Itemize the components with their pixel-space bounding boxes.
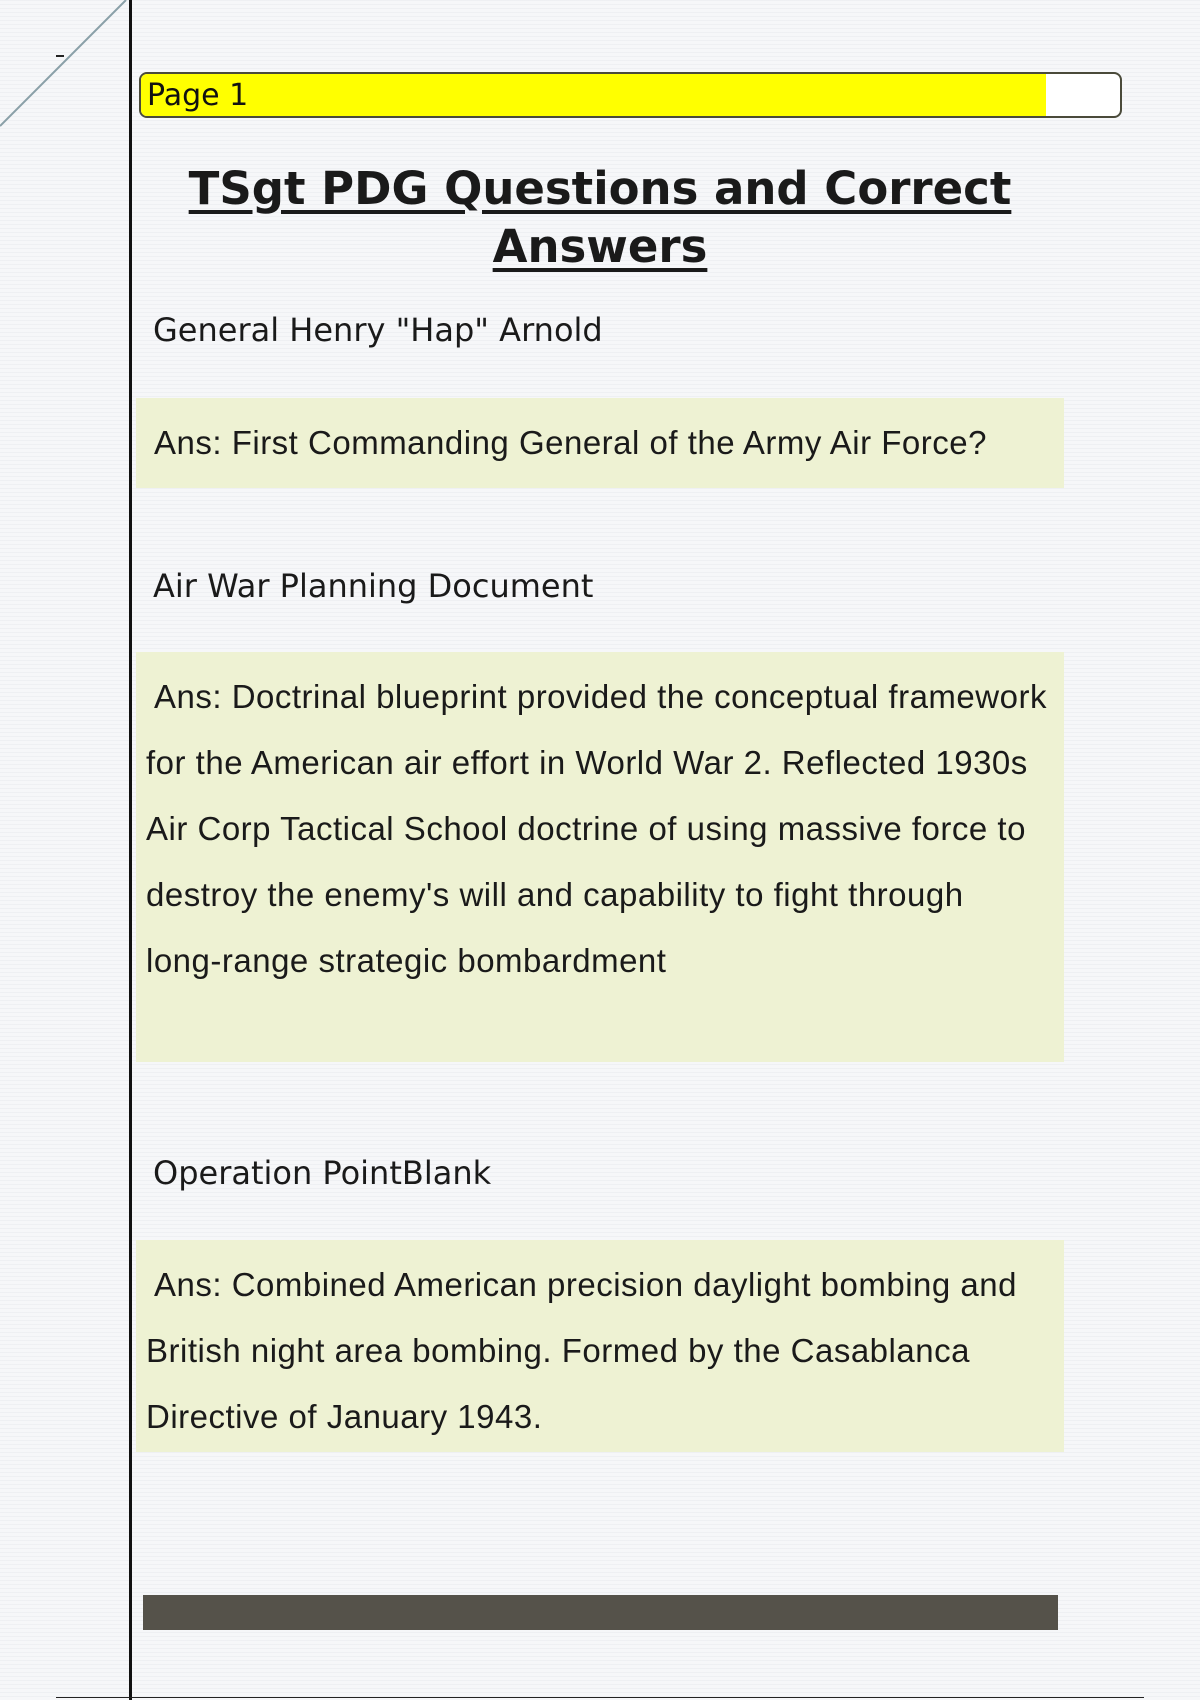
corner-mark [56,55,64,57]
answer-3-text: Ans: Combined American precision daylight bombing and British night area bombing. Formed by the Casablanca Directive of January 1943. [146,1266,1017,1435]
document-title: TSgt PDG Questions and Correct Answers [188,162,1012,273]
margin-rule [129,0,132,1700]
folded-corner-decoration [0,0,130,130]
answer-3 [136,1240,1064,1452]
answer-1 [136,398,1064,488]
question-3: Operation PointBlank [153,1154,492,1192]
answer-1-text: Ans: First Commanding General of the Army Air Force? [154,424,987,461]
answer-2-text: Ans: Doctrinal blueprint provided the conceptual framework for the American air effort in World War 2. Reflected 1930s Air Corp Tactical School doctrine of using massive force to destroy the enemy's will and capability to fight through long-range strategic bombardment [146,678,1047,979]
page-number-label: Page 1 [147,78,249,113]
question-1: General Henry "Hap" Arnold [153,311,603,349]
page-indicator-fill [141,74,1046,116]
question-2: Air War Planning Document [153,567,594,605]
footer-bar [143,1595,1058,1630]
answer-2 [136,652,1064,1062]
bottom-rule [56,1697,1144,1698]
page-indicator-bar [139,72,1122,118]
